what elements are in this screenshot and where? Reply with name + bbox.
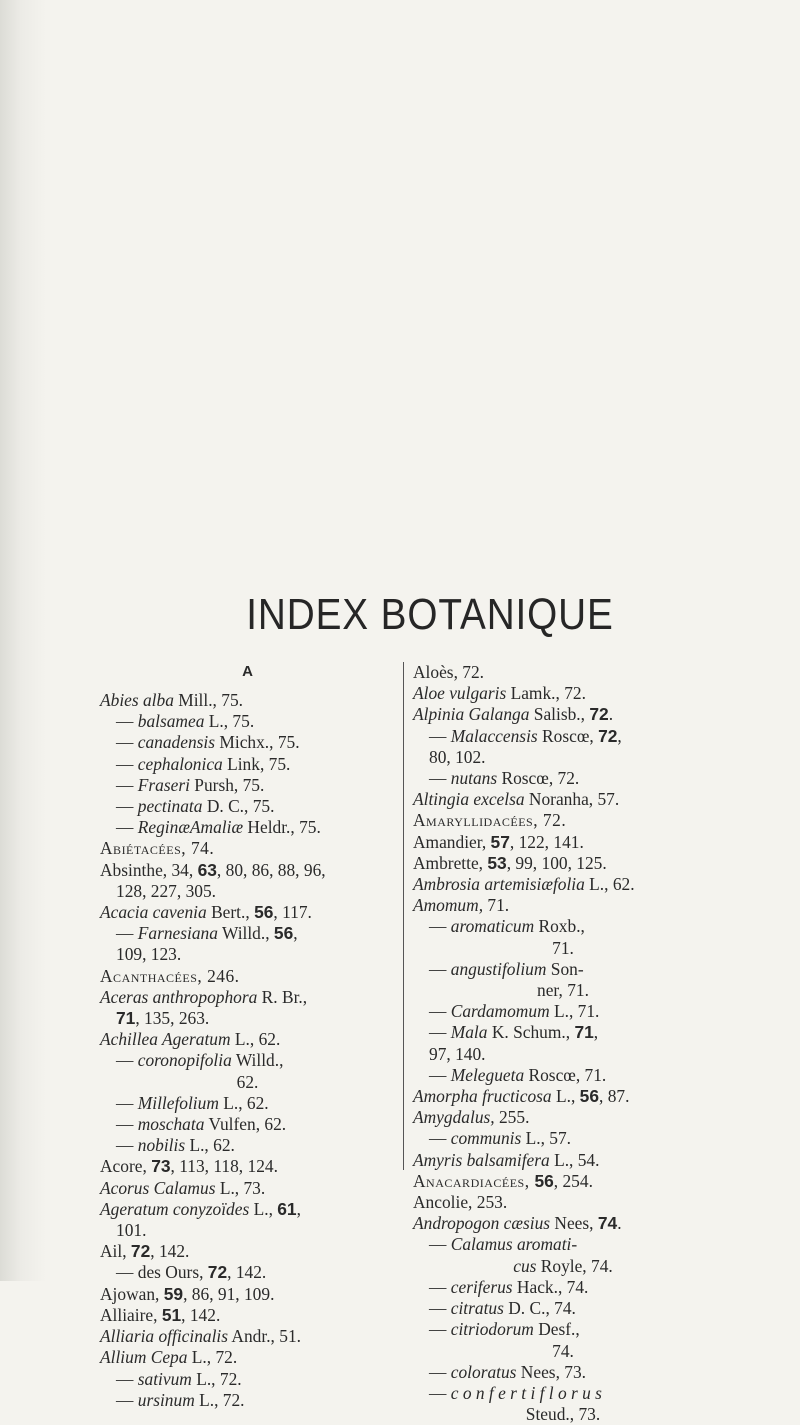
index-entry [413,1256,713,1277]
taxon-name: sativum [137,1368,192,1389]
continuation-text: 71. [552,937,574,958]
index-entry [100,923,395,944]
taxon-name: Malaccensis [450,725,538,746]
reference-text: Roscœ, 72. [497,768,580,789]
principal-page: 74 [597,1213,618,1234]
taxon-name: Cardamomum [450,1001,550,1022]
entry-text: Aloès, 72. [413,662,485,682]
reference-text: , 122, 141. [509,831,584,852]
entry-text: Ambrette, [413,852,488,873]
reference-text: Willd., [217,923,274,944]
dash-mark: — [429,916,451,937]
principal-page: 73 [151,1156,171,1177]
taxon-name: Amorpha fructicosa [413,1086,552,1107]
index-entry [413,1044,713,1065]
entry-text: Alliaire, [100,1304,162,1325]
taxon-name: Calamus aromati- [450,1234,578,1255]
reference-text: L., 73. [215,1177,266,1198]
principal-page: 56 [534,1170,554,1191]
right-entries [413,662,713,1425]
principal-page: 72 [130,1241,151,1262]
index-entry [413,1065,713,1086]
continuation-text: 97, 140. [429,1043,486,1064]
taxon-name: Amomum, [413,895,484,916]
index-entry [413,1107,713,1128]
reference-text: K. Schum., [487,1022,575,1043]
reference-text: Heldr., 75. [243,817,321,838]
continuation-text: 101. [116,1220,147,1241]
reference-text: Nees, 73. [516,1361,586,1382]
reference-text: L., 62. [584,874,635,895]
index-entry [100,860,395,881]
taxon-name: moschata [137,1114,205,1135]
index-entry [413,1192,713,1213]
reference-text: Royle, 74. [536,1255,613,1276]
index-entry [100,1156,395,1177]
index-entry [100,1220,395,1241]
index-entry [413,662,713,683]
reference-text: , 113, 118, 124. [170,1156,278,1177]
continuation-text: 80, 102. [429,746,486,767]
index-entry [413,1319,713,1340]
principal-page: 56 [254,902,274,923]
reference-text: Noranha, 57. [524,789,620,810]
dash-mark: — [429,1001,451,1022]
reference-text: , 99, 100, 125. [506,852,607,873]
family-name: Abiétacées, 74. [100,838,215,859]
index-entry [100,690,395,711]
taxon-name: ceriferus [450,1276,513,1297]
index-entry [413,938,713,959]
entry-text: Ancolie, 253. [413,1192,508,1213]
continuation-text: 62. [236,1071,259,1092]
reference-text: L., [249,1198,278,1219]
index-entry [100,944,395,965]
taxon-name: Altingia excelsa [413,789,525,810]
dash-mark: — [429,1022,451,1043]
dash-mark: — [429,1234,451,1255]
index-entry [100,1072,395,1093]
taxon-name: Acorus Calamus [100,1177,216,1198]
taxon-name: Alliaria officinalis [100,1326,229,1347]
taxon-name: Melegueta [450,1064,525,1085]
dash-mark: — [429,1361,451,1382]
dash-mark: — [116,1262,138,1283]
index-entry [413,1150,713,1171]
reference-text: 71. [483,895,510,916]
reference-text: Nees, [550,1213,598,1234]
reference-text: L., 62. [230,1029,281,1050]
index-column-right [403,662,713,1425]
taxon-name: pectinata [137,796,203,817]
dash-mark: — [429,1276,451,1297]
index-entry [100,754,395,775]
reference-text: Hack., 74. [512,1276,589,1297]
taxon-name: Acacia cavenia [100,902,207,923]
dash-mark: — [429,1382,451,1403]
page-binding-shadow [0,0,46,1281]
taxon-name: coloratus [450,1361,517,1382]
index-entry [413,789,713,810]
index-entry [413,1213,713,1234]
page-title: INDEX BOTANIQUE [246,590,614,639]
reference-text: L., 71. [549,1001,600,1022]
entry-text: Absinthe, 34, [100,859,198,880]
index-entry [100,775,395,796]
dash-mark: — [116,1092,138,1113]
entry-text: Acore, [100,1156,152,1177]
index-entry [100,1390,395,1411]
dash-mark: — [429,1298,451,1319]
family-name: Acanthacées, 246. [100,965,240,986]
reference-text: Andr., 51. [228,1326,301,1347]
reference-text: L., 62. [218,1092,269,1113]
reference-text: , [293,923,298,944]
reference-text: 255. [494,1107,530,1128]
index-entry [413,959,713,980]
index-entry [100,1093,395,1114]
dash-mark: — [116,753,138,774]
taxon-name: citriodorum [450,1319,534,1340]
taxon-name: citratus [450,1298,504,1319]
index-entry [100,732,395,753]
left-entries [100,690,395,1411]
index-entry [100,1178,395,1199]
reference-text: Vulfen, 62. [204,1114,287,1135]
index-entry [100,1241,395,1262]
taxon-name: ursinum [137,1389,195,1410]
reference-text: Roscœ, 71. [524,1064,607,1085]
index-entry [413,895,713,916]
reference-text: . [617,1213,622,1234]
reference-text: Michx., 75. [215,732,300,753]
index-entry [100,1369,395,1390]
index-entry [413,1341,713,1362]
taxon-name: nutans [450,768,498,789]
reference-text: , 254. [553,1170,593,1191]
taxon-name: Ageratum conyzoïdes [100,1198,250,1219]
taxon-name: coronopifolia [137,1050,232,1071]
reference-text: , [617,725,622,746]
taxon-name: Fraseri [137,774,190,795]
index-entry [100,1305,395,1326]
principal-page: 71 [116,1008,136,1029]
index-entry [100,1326,395,1347]
reference-text: Roscœ, [537,725,599,746]
entry-text: des Ours, [137,1262,208,1283]
family-name: Anacardiacées, [413,1170,535,1191]
index-entry [100,1135,395,1156]
index-entry [100,817,395,838]
dash-mark: — [429,1128,451,1149]
section-letter: A [242,663,253,680]
index-entry [100,1114,395,1135]
reference-text: . [608,704,614,725]
index-entry [413,832,713,853]
index-entry [100,987,395,1008]
index-entry [413,1171,713,1192]
taxon-name: ReginæAmaliæ [137,817,244,838]
index-entry [413,1362,713,1383]
index-entry [100,1050,395,1071]
taxon-name: c o n f e r t i f l o r u s [450,1382,602,1403]
index-entry [413,810,713,831]
reference-text: L., 72. [187,1347,238,1368]
index-entry [100,966,395,987]
index-entry [413,1234,713,1255]
index-entry [413,1001,713,1022]
index-entry [100,1008,395,1029]
taxon-name: nobilis [137,1135,186,1156]
index-entry [413,747,713,768]
reference-text: , 142. [227,1262,267,1283]
dash-mark: — [116,1368,138,1389]
dash-mark: — [116,1050,138,1071]
index-entry [413,768,713,789]
reference-text: , [296,1198,301,1219]
reference-text: Link, 75. [222,753,291,774]
index-entry [413,1383,713,1404]
reference-text: L., 62. [185,1135,235,1156]
dash-mark: — [116,732,138,753]
taxon-name: Aceras anthropophora [100,986,258,1007]
index-entry [413,916,713,937]
index-entry [413,1277,713,1298]
dash-mark: — [116,1114,138,1135]
reference-text: Lamk., 72. [506,683,586,704]
index-entry [413,726,713,747]
reference-text: L., 72. [194,1389,245,1410]
taxon-name: Amyris balsamifera [413,1149,550,1170]
reference-text: Willd., [231,1050,284,1071]
reference-text: L., 54. [549,1149,600,1170]
dash-mark: — [116,1135,138,1156]
dash-mark: — [116,1389,138,1410]
principal-page: 63 [197,859,217,880]
continuation-text: 128, 227, 305. [116,880,216,901]
index-entry [413,1128,713,1149]
taxon-name: angustifolium [450,958,547,979]
index-entry [100,1029,395,1050]
reference-text: L., 75. [204,711,255,732]
index-entry [100,902,395,923]
dash-mark: — [429,725,451,746]
index-entry [100,1199,395,1220]
reference-text: , 87. [599,1086,630,1107]
reference-text: , 142. [150,1241,190,1262]
index-entry [413,1404,713,1425]
reference-text: L., 57. [521,1128,572,1149]
dash-mark: — [429,1319,451,1340]
dash-mark: — [116,774,138,795]
reference-text: , 135, 263. [135,1008,210,1029]
taxon-name: Farnesiana [137,923,218,944]
reference-text: Roxb., [534,916,585,937]
principal-page: 72 [207,1262,228,1283]
dash-mark: — [429,768,451,789]
index-entry [100,838,395,859]
principal-page: 51 [161,1304,182,1325]
index-entry [100,796,395,817]
entry-text: Amandier, [413,831,491,852]
dash-mark: — [116,923,138,944]
index-entry [413,980,713,1001]
dash-mark: — [116,796,138,817]
taxon-name: Ambrosia artemisiæfolia [413,874,585,895]
entry-text: Ail, [100,1241,131,1262]
principal-page: 56 [579,1086,599,1107]
reference-text: L., 72. [191,1368,242,1389]
reference-text: , 142. [181,1304,221,1325]
continuation-text: ner, 71. [537,980,589,1001]
principal-page: 57 [490,831,510,852]
index-entry [413,1298,713,1319]
reference-text: Pursh, 75. [189,774,265,795]
index-entry [413,704,713,725]
reference-text: Salisb., [529,704,590,725]
taxon-name: Allium Cepa [100,1347,188,1368]
reference-text: D. C., 74. [503,1298,576,1319]
taxon-name: Abies alba [100,690,174,710]
index-entry [100,1284,395,1305]
index-entry [413,1086,713,1107]
taxon-name: Andropogon cæsius [413,1213,551,1234]
index-entry [100,881,395,902]
reference-text: , [593,1022,599,1043]
index-entry [413,1022,713,1043]
index-entry [100,1347,395,1368]
reference-text: Desf., [533,1319,580,1340]
continuation-text: Steud., 73. [525,1404,601,1425]
taxon-name: balsamea [137,711,205,732]
entry-text: Ajowan, [100,1283,164,1304]
principal-page: 72 [589,704,609,725]
principal-page: 59 [163,1283,184,1304]
reference-text: Son- [546,958,584,979]
reference-text: , 86, 91, 109. [183,1283,275,1304]
taxon-name: Millefolium [137,1092,219,1113]
taxon-name: Mala [450,1022,488,1043]
index-entry [100,711,395,732]
principal-page: 71 [574,1022,594,1043]
dash-mark: — [429,1064,451,1085]
taxon-name: communis [450,1128,522,1149]
reference-text: , 117. [273,902,312,923]
taxon-name: Aloe vulgaris [413,683,507,704]
reference-text: R. Br., [257,986,308,1007]
taxon-name: cus [513,1255,537,1276]
principal-page: 72 [598,725,618,746]
taxon-name: aromaticum [450,916,535,937]
reference-text: Bert., [206,902,255,923]
principal-page: 56 [273,923,294,944]
index-entry [413,683,713,704]
taxon-name: cephalonica [137,753,223,774]
principal-page: 61 [277,1198,297,1219]
family-name: Amaryllidacées, 72. [413,810,567,831]
taxon-name: Achillea Ageratum [100,1029,231,1050]
reference-text: L., [551,1086,580,1107]
continuation-text: 74. [552,1340,574,1361]
reference-text: Mill., 75. [173,690,243,710]
taxon-name: Alpinia Galanga [413,704,530,725]
dash-mark: — [429,958,451,979]
taxon-name: Amygdalus, [413,1107,495,1128]
dash-mark: — [116,817,138,838]
index-entry [413,874,713,895]
dash-mark: — [116,711,138,732]
index-column-left [100,662,395,1411]
index-entry [413,853,713,874]
reference-text: D. C., 75. [202,796,275,817]
principal-page: 53 [487,852,507,873]
reference-text: , 80, 86, 88, 96, [216,859,326,880]
taxon-name: canadensis [137,732,216,753]
continuation-text: 109, 123. [116,944,182,965]
